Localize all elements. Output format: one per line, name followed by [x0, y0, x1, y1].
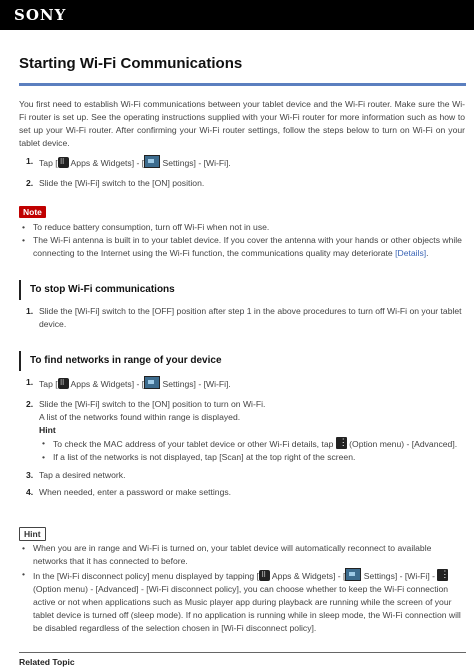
find-step-4: 4. When needed, enter a password or make settings.	[26, 487, 232, 497]
settings-icon	[144, 155, 160, 168]
note-item: • The Wi-Fi antenna is built in to your tablet device. If you cover the antenna with your hands or other objects while connecting to the Internet using the Wi-Fi function, the communications quality may deteriorate [Details].	[19, 234, 465, 260]
footer-divider	[19, 652, 466, 653]
find-step-3: 3. Tap a desired network.	[26, 470, 126, 480]
find-section-heading: To find networks in range of your device	[19, 351, 474, 371]
find-steps	[19, 376, 465, 499]
start-step-2: 2. Slide the [Wi-Fi] switch to the [ON] position.	[26, 178, 205, 188]
apps-icon	[259, 570, 270, 581]
hint-item: • To check the MAC address of your tablet device or other Wi-Fi details, tap ⋮ (Option menu) - [Advanced].	[39, 437, 465, 451]
title-divider	[19, 83, 466, 86]
option-menu-icon	[336, 437, 347, 449]
start-step-1: 1. Tap [⠿ Apps & Widgets] - [ Settings] - [Wi-Fi].	[19, 155, 465, 170]
hint-badge: Hint	[19, 527, 46, 541]
note-item: • To reduce battery consumption, turn off Wi-Fi when not in use.	[19, 221, 465, 234]
details-link[interactable]: [Details]	[395, 248, 427, 258]
intro-paragraph: You first need to establish Wi-Fi communications between your tablet device and the Wi-Fi router. Make sure the Wi-Fi router is set up. See the operating instructions supplied with your Wi-Fi router for more information such as how to set up your Wi-Fi router. After confirming your Wi-Fi router settings, follow the steps below to turn on Wi-Fi on your tablet device.	[19, 99, 465, 148]
page-title: Starting Wi-Fi Communications	[19, 55, 243, 72]
note-list	[19, 221, 465, 260]
related-topic-heading: Related Topic	[19, 657, 75, 667]
apps-icon	[58, 157, 69, 168]
settings-icon	[144, 376, 160, 389]
top-bar	[0, 0, 474, 30]
stop-steps	[19, 305, 465, 331]
stop-section-heading: To stop Wi-Fi communications	[19, 280, 474, 300]
apps-icon	[58, 378, 69, 389]
find-step-1: 1. Tap [⠿ Apps & Widgets] - [ Settings] - [Wi-Fi].	[19, 376, 465, 391]
find-step-2: 2. Slide the [Wi-Fi] switch to the [ON] position to turn on Wi-Fi. A list of the networks found within range is displayed. Hint • To check the MAC address of your tablet device or other Wi-Fi details, tap ⋮ (Option menu) - [Advanced]. • If a list of the networks is not displayed, tap [Scan] at the top right of the screen.	[19, 398, 465, 464]
inline-hint-list	[39, 437, 465, 464]
stop-step-1: 1. Slide the [Wi-Fi] switch to the [OFF] position after step 1 in the above procedures to turn off Wi-Fi on your tablet device.	[26, 306, 462, 329]
hint-list	[19, 542, 465, 635]
settings-icon	[345, 568, 361, 581]
hint-item: • In the [Wi-Fi disconnect policy] menu displayed by tapping [⠿ Apps & Widgets] - [ Settings] - [Wi-Fi] - ⋮ (Option menu) - [Advanced] - [Wi-Fi disconnect policy], you can choose whether to keep the Wi-Fi connection active or not when applications such as Music player app during playback are running while the screen of your tablet device is turned off (sleep mode). If no application is running while in sleep mode, the Wi-Fi connection will be disabled regardless of the selection chosen in [Wi-Fi disconnect policy].	[19, 568, 465, 635]
note-badge: Note	[19, 206, 46, 218]
start-steps	[19, 155, 465, 190]
inline-hint-label: Hint	[39, 425, 56, 435]
hint-item: • If a list of the networks is not displayed, tap [Scan] at the top right of the screen.	[39, 451, 465, 464]
sony-logo: SONY	[14, 6, 67, 24]
option-menu-icon	[437, 569, 448, 581]
hint-item: • When you are in range and Wi-Fi is turned on, your tablet device will automatically reconnect to available networks that it has connected to before.	[19, 542, 465, 568]
